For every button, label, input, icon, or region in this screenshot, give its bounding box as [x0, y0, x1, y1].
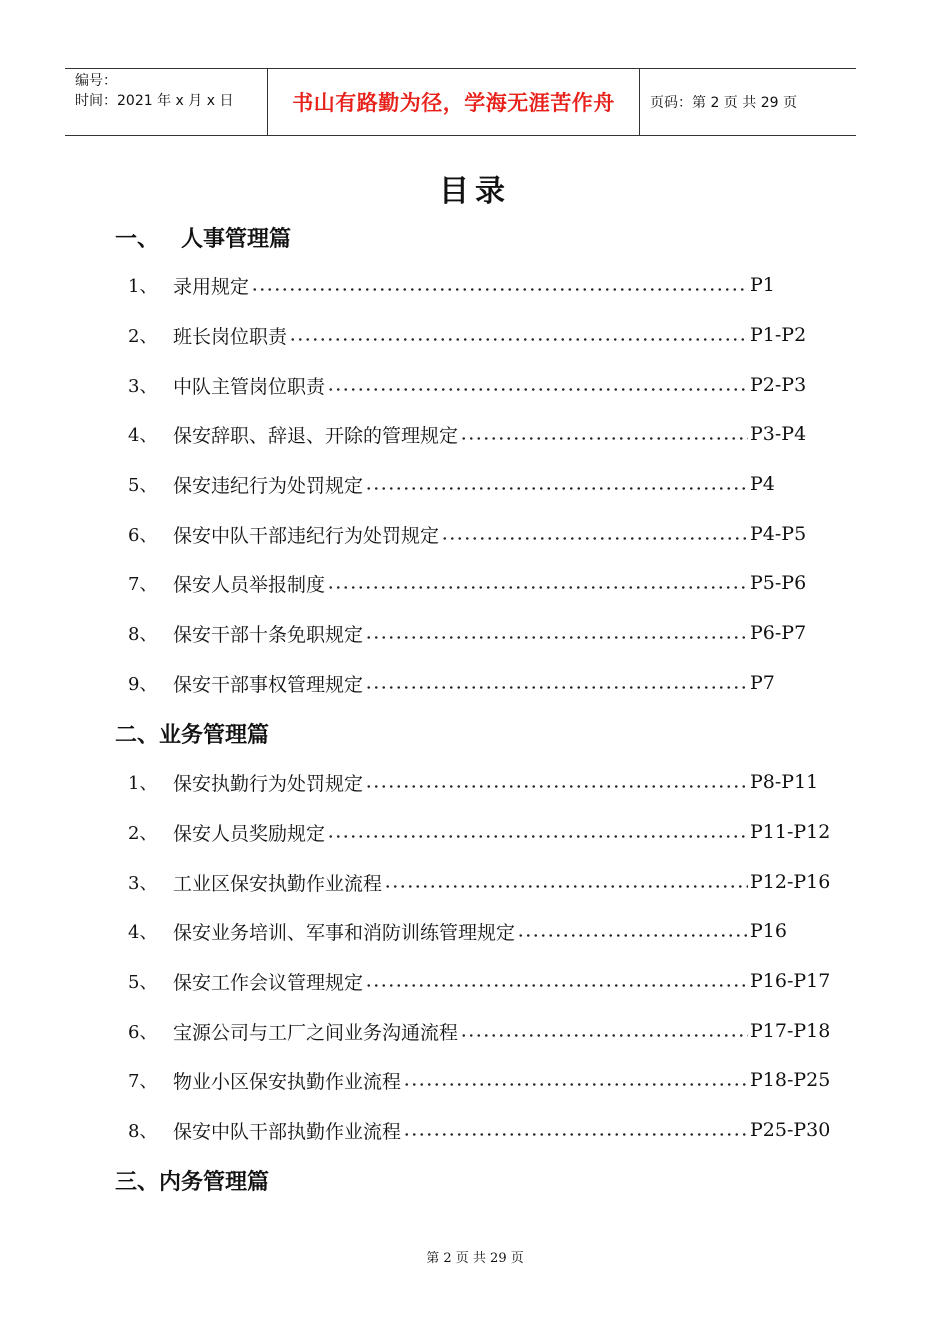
toc-entry[interactable]	[128, 320, 828, 350]
dot-leader	[289, 338, 748, 341]
toc-entry-page: P12-P16	[750, 871, 831, 893]
toc-entry-number: 9、	[128, 674, 158, 695]
toc-entry-page: P16	[750, 920, 787, 942]
section-number: 三、	[115, 1170, 160, 1195]
toc-entry-number: 2、	[128, 823, 158, 844]
toc-entry-title: 保安执勤行为处罚规定	[173, 772, 364, 795]
toc-entry-number: 8、	[128, 1121, 158, 1142]
dot-leader	[365, 785, 748, 788]
header-motto-cell	[267, 69, 640, 135]
toc-entry-title: 保安中队干部执勤作业流程	[173, 1120, 402, 1143]
toc-entry-title: 保安工作会议管理规定	[173, 971, 364, 994]
page-title: 目录	[439, 174, 511, 209]
toc-entry-title: 保安干部十条免职规定	[173, 623, 364, 646]
toc-entry[interactable]	[128, 469, 828, 499]
dot-leader	[365, 636, 748, 639]
toc-entry[interactable]	[128, 270, 828, 300]
dot-leader	[365, 487, 748, 490]
section-number: 一、	[115, 227, 160, 252]
page-header	[65, 68, 856, 136]
toc-entry-title: 中队主管岗位职责	[173, 375, 326, 398]
toc-entry-title: 保安人员举报制度	[173, 573, 326, 596]
header-meta	[65, 69, 267, 135]
toc-entry-page: P2-P3	[750, 374, 807, 396]
dot-leader	[460, 1034, 748, 1037]
toc-entry-number: 6、	[128, 1022, 158, 1043]
toc-entry-title: 保安辞职、辞退、开除的管理规定	[173, 424, 459, 447]
toc-entry-number: 1、	[128, 276, 158, 297]
dot-leader	[327, 388, 748, 391]
toc-entry-title: 保安干部事权管理规定	[173, 673, 364, 696]
toc-entry-page: P3-P4	[750, 423, 807, 445]
toc-entry[interactable]	[128, 568, 828, 598]
toc-entry-page: P11-P12	[750, 821, 831, 843]
toc-entry[interactable]	[128, 1115, 831, 1145]
toc-entry[interactable]	[128, 1065, 831, 1095]
toc-entry-page: P1	[750, 274, 775, 296]
dot-leader	[365, 984, 748, 987]
toc-entry-number: 5、	[128, 475, 158, 496]
toc-entry-page: P16-P17	[750, 970, 831, 992]
dot-leader	[460, 437, 748, 440]
toc-entry[interactable]	[128, 419, 828, 449]
toc-entry[interactable]	[128, 916, 828, 946]
section-title: 业务管理篇	[159, 723, 270, 748]
section-title: 人事管理篇	[181, 227, 292, 252]
toc-entry[interactable]	[128, 668, 828, 698]
toc-entry-number: 6、	[128, 525, 158, 546]
dot-leader	[403, 1083, 748, 1086]
toc-entry-page: P6-P7	[750, 622, 807, 644]
page-footer: 第 2 页 共 29 页	[426, 1251, 524, 1266]
toc-entry-number: 8、	[128, 624, 158, 645]
toc-entry-page: P1-P2	[750, 324, 807, 346]
toc-entry-title: 保安人员奖励规定	[173, 822, 326, 845]
toc-entry-page: P8-P11	[750, 771, 819, 793]
toc-entry[interactable]	[128, 867, 831, 897]
toc-entry[interactable]	[128, 767, 828, 797]
dot-leader	[251, 288, 748, 291]
dot-leader	[384, 885, 748, 888]
toc-entry-title: 录用规定	[173, 275, 250, 298]
toc-entry-page: P17-P18	[750, 1020, 831, 1042]
toc-entry-title: 保安中队干部违纪行为处罚规定	[173, 524, 440, 547]
section-heading	[115, 1165, 269, 1196]
toc-entry[interactable]	[128, 370, 828, 400]
toc-entry[interactable]	[128, 817, 831, 847]
dot-leader	[365, 686, 748, 689]
dot-leader	[517, 934, 748, 937]
header-page-info-cell	[640, 69, 856, 135]
toc-entry-title: 物业小区保安执勤作业流程	[173, 1070, 402, 1093]
toc-entry-page: P5-P6	[750, 572, 807, 594]
toc-entry-number: 1、	[128, 773, 158, 794]
toc-entry[interactable]	[128, 1016, 831, 1046]
toc-entry-number: 5、	[128, 972, 158, 993]
toc-entry-page: P4-P5	[750, 523, 807, 545]
header-motto: 书山有路勤为径，学海无涯苦作舟	[292, 91, 615, 115]
toc-entry[interactable]	[128, 966, 831, 996]
dot-leader	[327, 835, 748, 838]
toc-entry-title: 班长岗位职责	[173, 325, 288, 348]
toc-entry-title: 保安违纪行为处罚规定	[173, 474, 364, 497]
section-heading	[115, 222, 291, 253]
dot-leader	[441, 537, 748, 540]
toc-entry-number: 7、	[128, 574, 158, 595]
toc-entry-page: P25-P30	[750, 1119, 831, 1141]
toc-entry-page: P4	[750, 473, 775, 495]
toc-entry-number: 2、	[128, 326, 158, 347]
toc-entry[interactable]	[128, 618, 828, 648]
toc-entry-number: 3、	[128, 873, 158, 894]
section-heading	[115, 718, 269, 749]
toc-entry[interactable]	[128, 519, 828, 549]
section-number: 二、	[115, 723, 160, 748]
toc-entry-number: 3、	[128, 376, 158, 397]
toc-entry-number: 7、	[128, 1071, 158, 1092]
header-page-info: 页码：第 2 页 共 29 页	[650, 95, 797, 111]
section-title: 内务管理篇	[159, 1170, 270, 1195]
toc-entry-title: 宝源公司与工厂之间业务沟通流程	[173, 1021, 459, 1044]
dot-leader	[403, 1133, 748, 1136]
document-number-label: 编号：	[75, 73, 117, 89]
toc-entry-page: P7	[750, 672, 775, 694]
document-time-label: 时间：2021 年 x 月 x 日	[75, 93, 234, 109]
dot-leader	[327, 586, 748, 589]
toc-entry-page: P18-P25	[750, 1069, 831, 1091]
toc-entry-number: 4、	[128, 922, 158, 943]
toc-entry-title: 保安业务培训、军事和消防训练管理规定	[173, 921, 516, 944]
toc-entry-title: 工业区保安执勤作业流程	[173, 872, 383, 895]
toc-entry-number: 4、	[128, 425, 158, 446]
